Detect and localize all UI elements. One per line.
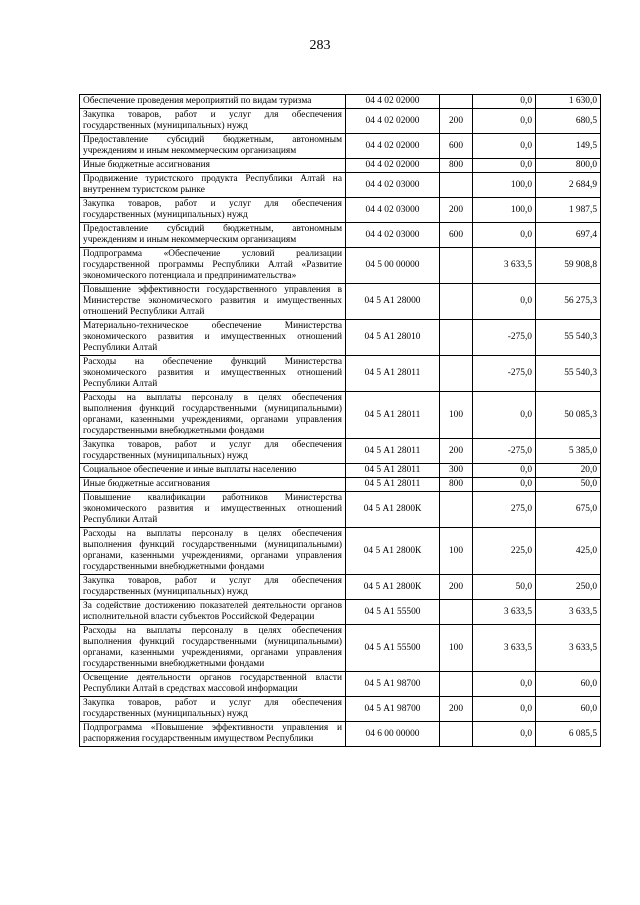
row-name-cell: Подпрограмма «Обеспечение условий реализации государственной программы Республики Алтай «Развитие экономического потенциала и предпринимательства» [80, 248, 346, 284]
row-expense-type-cell [440, 173, 473, 198]
row-expense-type-cell [440, 356, 473, 392]
row-change-amount-cell: -275,0 [473, 356, 536, 392]
row-change-amount-cell: 100,0 [473, 173, 536, 198]
row-expense-type-cell: 100 [440, 625, 473, 672]
row-total-amount-cell: 697,4 [536, 223, 601, 248]
row-expense-type-cell: 200 [440, 439, 473, 464]
table-row [80, 600, 601, 625]
row-total-amount-cell: 5 385,0 [536, 439, 601, 464]
row-code-cell: 04 5 А1 2800К [346, 575, 440, 600]
row-code-cell: 04 4 02 03000 [346, 223, 440, 248]
row-total-amount-cell: 3 633,5 [536, 600, 601, 625]
row-expense-type-cell [440, 492, 473, 528]
row-total-amount-cell: 60,0 [536, 697, 601, 722]
row-change-amount-cell: 0,0 [473, 223, 536, 248]
table-row [80, 173, 601, 198]
row-change-amount-cell: 0,0 [473, 478, 536, 492]
row-code-cell: 04 4 02 02000 [346, 159, 440, 173]
row-code-cell: 04 5 А1 28011 [346, 439, 440, 464]
row-change-amount-cell: 0,0 [473, 159, 536, 173]
row-change-amount-cell: 0,0 [473, 392, 536, 439]
row-code-cell: 04 4 02 02000 [346, 134, 440, 159]
row-expense-type-cell: 200 [440, 575, 473, 600]
table-row [80, 697, 601, 722]
row-expense-type-cell: 800 [440, 478, 473, 492]
row-total-amount-cell: 425,0 [536, 528, 601, 575]
row-name-cell: Обеспечение проведения мероприятий по видам туризма [80, 95, 346, 109]
row-total-amount-cell: 55 540,3 [536, 320, 601, 356]
row-change-amount-cell: 100,0 [473, 198, 536, 223]
row-total-amount-cell: 250,0 [536, 575, 601, 600]
row-change-amount-cell: 0,0 [473, 672, 536, 697]
row-name-cell: Закупка товаров, работ и услуг для обеспечения государственных (муниципальных) нужд [80, 575, 346, 600]
row-change-amount-cell: 3 633,5 [473, 625, 536, 672]
table-row [80, 109, 601, 134]
table-row [80, 198, 601, 223]
row-code-cell: 04 5 А1 2800К [346, 528, 440, 575]
row-expense-type-cell [440, 722, 473, 747]
row-change-amount-cell: 0,0 [473, 284, 536, 320]
row-name-cell: Закупка товаров, работ и услуг для обеспечения государственных (муниципальных) нужд [80, 109, 346, 134]
row-expense-type-cell [440, 320, 473, 356]
row-expense-type-cell: 200 [440, 109, 473, 134]
row-code-cell: 04 5 А1 2800К [346, 492, 440, 528]
row-code-cell: 04 5 А1 98700 [346, 672, 440, 697]
row-total-amount-cell: 680,5 [536, 109, 601, 134]
row-code-cell: 04 6 00 00000 [346, 722, 440, 747]
row-expense-type-cell [440, 600, 473, 625]
table-row [80, 223, 601, 248]
row-total-amount-cell: 20,0 [536, 464, 601, 478]
row-name-cell: Продвижение туристского продукта Республики Алтай на внутреннем туристском рынке [80, 173, 346, 198]
table-row [80, 248, 601, 284]
row-change-amount-cell: 0,0 [473, 109, 536, 134]
row-expense-type-cell: 200 [440, 198, 473, 223]
row-code-cell: 04 5 А1 28010 [346, 320, 440, 356]
row-total-amount-cell: 55 540,3 [536, 356, 601, 392]
row-name-cell: Закупка товаров, работ и услуг для обеспечения государственных (муниципальных) нужд [80, 439, 346, 464]
row-expense-type-cell [440, 284, 473, 320]
row-code-cell: 04 4 02 03000 [346, 198, 440, 223]
table-row [80, 439, 601, 464]
row-name-cell: Иные бюджетные ассигнования [80, 159, 346, 173]
row-change-amount-cell: 3 633,5 [473, 248, 536, 284]
row-expense-type-cell [440, 95, 473, 109]
table-row [80, 356, 601, 392]
row-name-cell: Повышение эффективности государственного управления в Министерстве экономического развития и имущественных отношений Республики Алтай [80, 284, 346, 320]
row-name-cell: Расходы на выплаты персоналу в целях обеспечения выполнения функций государственными (муниципальными) органами, казенными учреждениями, органами управления государственными внебюджетными фондами [80, 528, 346, 575]
row-code-cell: 04 5 А1 28011 [346, 464, 440, 478]
row-name-cell: Закупка товаров, работ и услуг для обеспечения государственных (муниципальных) нужд [80, 198, 346, 223]
row-name-cell: Иные бюджетные ассигнования [80, 478, 346, 492]
row-expense-type-cell: 100 [440, 392, 473, 439]
row-expense-type-cell [440, 248, 473, 284]
row-name-cell: Повышение квалификации работников Министерства экономического развития и имущественных отношений Республики Алтай [80, 492, 346, 528]
row-code-cell: 04 4 02 02000 [346, 109, 440, 134]
row-expense-type-cell: 600 [440, 134, 473, 159]
row-code-cell: 04 4 02 02000 [346, 95, 440, 109]
row-change-amount-cell: 0,0 [473, 134, 536, 159]
row-code-cell: 04 5 А1 98700 [346, 697, 440, 722]
row-total-amount-cell: 800,0 [536, 159, 601, 173]
row-expense-type-cell: 600 [440, 223, 473, 248]
row-expense-type-cell: 300 [440, 464, 473, 478]
row-code-cell: 04 5 А1 28011 [346, 392, 440, 439]
row-total-amount-cell: 675,0 [536, 492, 601, 528]
row-name-cell: Подпрограмма «Повышение эффективности управления и распоряжения государственным имуществом Республики [80, 722, 346, 747]
row-total-amount-cell: 56 275,3 [536, 284, 601, 320]
table-row [80, 722, 601, 747]
row-name-cell: Социальное обеспечение и иные выплаты населению [80, 464, 346, 478]
row-change-amount-cell: 3 633,5 [473, 600, 536, 625]
row-total-amount-cell: 1 987,5 [536, 198, 601, 223]
row-code-cell: 04 5 00 00000 [346, 248, 440, 284]
row-expense-type-cell [440, 672, 473, 697]
table-row [80, 478, 601, 492]
table-row [80, 672, 601, 697]
table-row [80, 159, 601, 173]
row-change-amount-cell: 0,0 [473, 464, 536, 478]
row-expense-type-cell: 800 [440, 159, 473, 173]
row-code-cell: 04 5 А1 55500 [346, 600, 440, 625]
row-code-cell: 04 5 А1 28011 [346, 356, 440, 392]
table-row [80, 528, 601, 575]
row-change-amount-cell: 0,0 [473, 722, 536, 747]
row-name-cell: Освещение деятельности органов государственной власти Республики Алтай в средствах массовой информации [80, 672, 346, 697]
table-row [80, 464, 601, 478]
row-change-amount-cell: -275,0 [473, 320, 536, 356]
row-total-amount-cell: 2 684,9 [536, 173, 601, 198]
row-total-amount-cell: 59 908,8 [536, 248, 601, 284]
row-total-amount-cell: 1 630,0 [536, 95, 601, 109]
row-total-amount-cell: 60,0 [536, 672, 601, 697]
row-change-amount-cell: -275,0 [473, 439, 536, 464]
row-total-amount-cell: 50,0 [536, 478, 601, 492]
row-change-amount-cell: 0,0 [473, 95, 536, 109]
table-row [80, 575, 601, 600]
row-name-cell: Расходы на обеспечение функций Министерства экономического развития и имущественных отношений Республики Алтай [80, 356, 346, 392]
row-total-amount-cell: 3 633,5 [536, 625, 601, 672]
table-row [80, 625, 601, 672]
budget-table [79, 94, 601, 747]
row-code-cell: 04 5 А1 55500 [346, 625, 440, 672]
row-name-cell: Предоставление субсидий бюджетным, автономным учреждениям и иным некоммерческим организациям [80, 134, 346, 159]
row-name-cell: Предоставление субсидий бюджетным, автономным учреждениям и иным некоммерческим организациям [80, 223, 346, 248]
row-change-amount-cell: 275,0 [473, 492, 536, 528]
row-total-amount-cell: 50 085,3 [536, 392, 601, 439]
row-code-cell: 04 5 А1 28011 [346, 478, 440, 492]
row-change-amount-cell: 225,0 [473, 528, 536, 575]
table-row [80, 284, 601, 320]
row-name-cell: Расходы на выплаты персоналу в целях обеспечения выполнения функций государственными (муниципальными) органами, казенными учреждениями, органами управления государственными внебюджетными фондами [80, 625, 346, 672]
row-total-amount-cell: 149,5 [536, 134, 601, 159]
row-code-cell: 04 5 А1 28000 [346, 284, 440, 320]
row-change-amount-cell: 50,0 [473, 575, 536, 600]
budget-table-body [80, 95, 601, 747]
page-number: 283 [309, 38, 331, 53]
table-row [80, 320, 601, 356]
row-total-amount-cell: 6 085,5 [536, 722, 601, 747]
row-code-cell: 04 4 02 03000 [346, 173, 440, 198]
table-row [80, 492, 601, 528]
row-change-amount-cell: 0,0 [473, 697, 536, 722]
table-row [80, 134, 601, 159]
row-name-cell: Закупка товаров, работ и услуг для обеспечения государственных (муниципальных) нужд [80, 697, 346, 722]
row-name-cell: За содействие достижению показателей деятельности органов исполнительной власти субъектов Российской Федерации [80, 600, 346, 625]
row-name-cell: Расходы на выплаты персоналу в целях обеспечения выполнения функций государственными (муниципальными) органами, казенными учреждениями, органами управления государственными внебюджетными фондами [80, 392, 346, 439]
row-expense-type-cell: 100 [440, 528, 473, 575]
row-expense-type-cell: 200 [440, 697, 473, 722]
table-row [80, 392, 601, 439]
table-row [80, 95, 601, 109]
row-name-cell: Материально-техническое обеспечение Министерства экономического развития и имущественных отношений Республики Алтай [80, 320, 346, 356]
